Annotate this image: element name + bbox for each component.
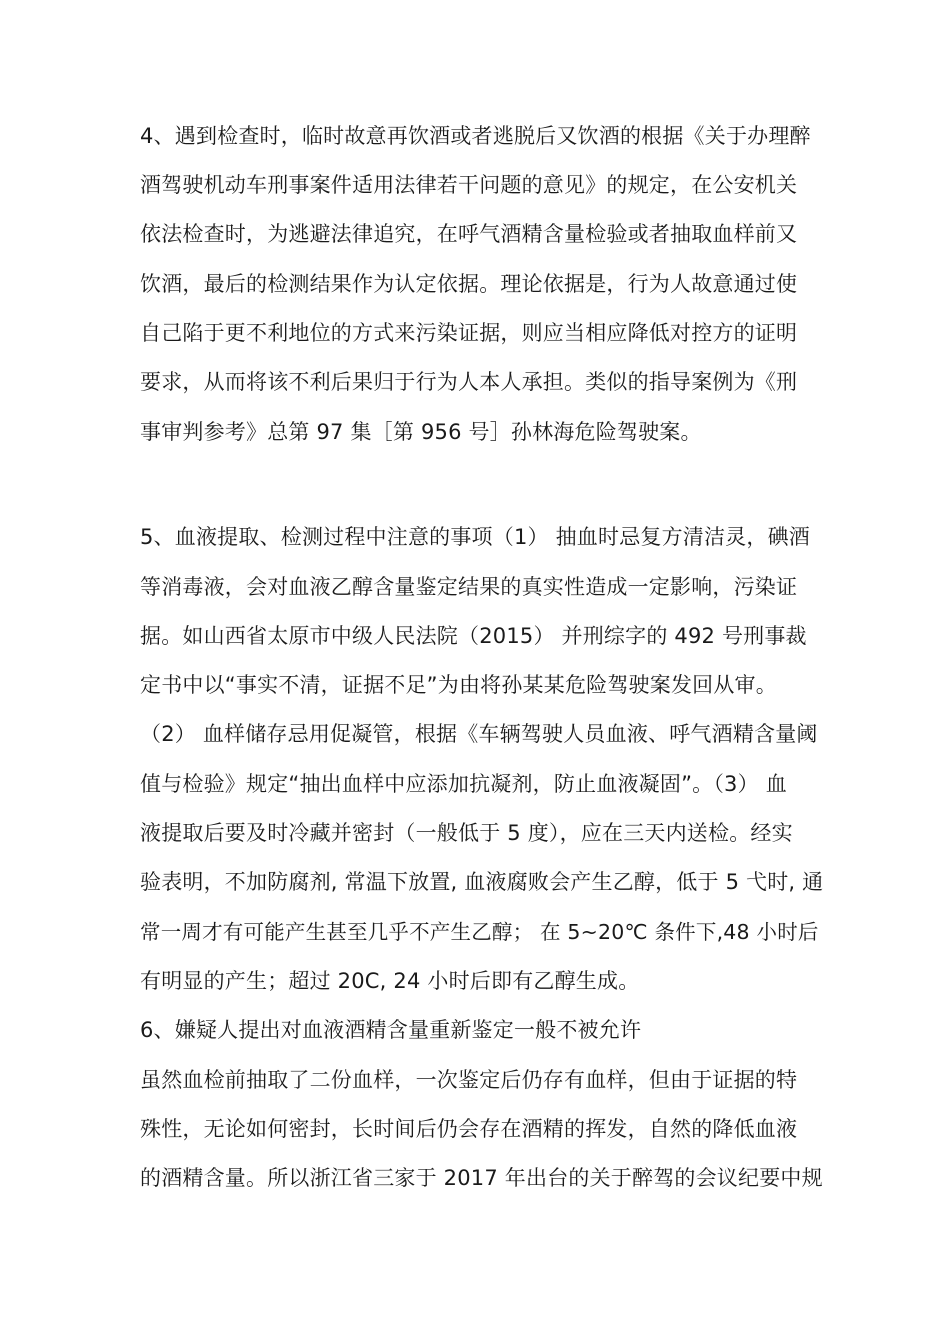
paragraph-line: 殊性，无论如何密封，长时间后仍会存在酒精的挥发，自然的降低血液 (140, 1117, 798, 1141)
paragraph-line: 液提取后要及时冷藏并密封（一般低于 5 度），应在三天内送检。经实 (140, 821, 793, 845)
paragraph-line: 值与检验》规定“抽出血样中应添加抗凝剂，防止血液凝固”。（3） 血 (140, 772, 787, 796)
paragraph-line: 常一周才有可能产生甚至几乎不产生乙醇； 在 5~20℃ 条件下,48 小时后 (140, 920, 819, 944)
paragraph-line: 要求，从而将该不利后果归于行为人本人承担。类似的指导案例为《刑 (140, 370, 798, 394)
paragraph-line: 虽然血检前抽取了二份血样，一次鉴定后仍存有血样，但由于证据的特 (140, 1068, 798, 1092)
paragraph-line: 5、血液提取、检测过程中注意的事项（1） 抽血时忌复方清洁灵，碘酒 (140, 525, 810, 549)
paragraph-line: 有明显的产生；超过 20C, 24 小时后即有乙醇生成。 (140, 969, 640, 993)
paragraph-line: 依法检查时，为逃避法律追究，在呼气酒精含量检验或者抽取血样前又 (140, 222, 798, 246)
paragraph-line: 4、遇到检查时，临时故意再饮酒或者逃脱后又饮酒的根据《关于办理醉 (140, 124, 811, 148)
paragraph-line: 饮酒，最后的检测结果作为认定依据。理论依据是，行为人故意通过使 (140, 272, 798, 296)
paragraph-line: 定书中以“事实不清，证据不足”为由将孙某某危险驾驶案发回从审。 (140, 673, 777, 697)
paragraph-line: 据。如山西省太原市中级人民法院（2015） 并刑综字的 492 号刑事裁 (140, 624, 807, 648)
paragraph-line: 的酒精含量。所以浙江省三家于 2017 年出台的关于醉驾的会议纪要中规 (140, 1166, 823, 1190)
paragraph-line: 自己陷于更不利地位的方式来污染证据，则应当相应降低对控方的证明 (140, 321, 798, 345)
paragraph-line: 事审判参考》总第 97 集［第 956 号］孙林海危险驾驶案。 (140, 420, 702, 444)
paragraph-line: 验表明，不加防腐剂, 常温下放置, 血液腐败会产生乙醇，低于 5 弋时, 通 (140, 870, 824, 894)
section-heading: 6、嫌疑人提出对血液酒精含量重新鉴定一般不被允许 (140, 1018, 642, 1042)
paragraph-line: （2） 血样储存忌用促凝管，根据《车辆驾驶人员血液、呼气酒精含量阈 (140, 722, 818, 746)
paragraph-line: 酒驾驶机动车刑事案件适用法律若干问题的意见》的规定，在公安机关 (140, 173, 798, 197)
paragraph-line: 等消毒液，会对血液乙醇含量鉴定结果的真实性造成一定影响，污染证 (140, 575, 798, 599)
